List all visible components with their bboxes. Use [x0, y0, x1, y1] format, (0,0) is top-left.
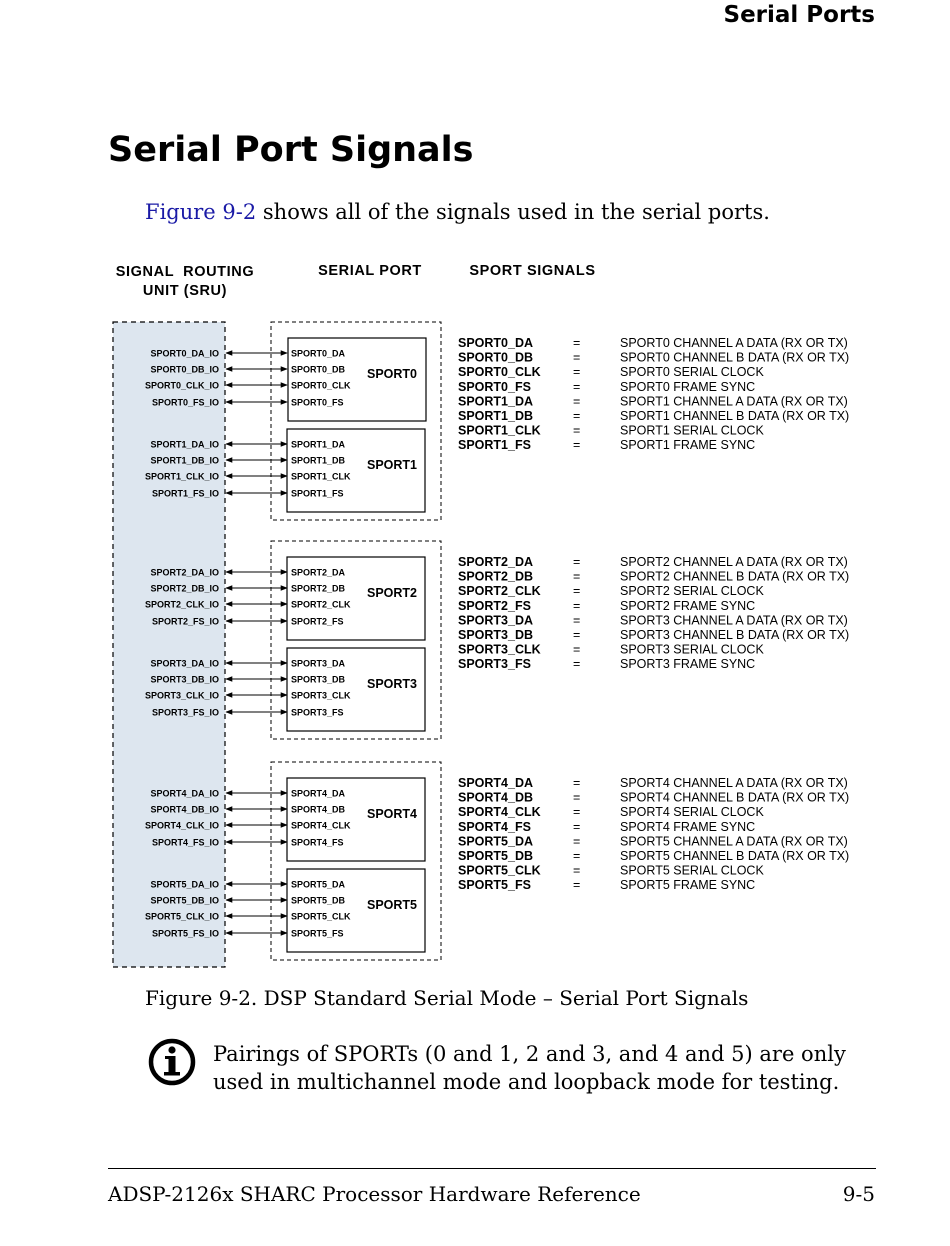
- signal-name: SPORT5_DB: [458, 849, 534, 863]
- signal-name: SPORT3_CLK: [458, 642, 541, 657]
- signal-equals: =: [573, 584, 581, 599]
- signal-description: SPORT3 FRAME SYNC: [620, 657, 756, 672]
- sport-pin-label: SPORT2_DB: [291, 583, 346, 594]
- sru-io-label: SPORT0_FS_IO: [151, 397, 219, 408]
- signal-description: SPORT1 FRAME SYNC: [620, 438, 756, 453]
- sru-io-label: SPORT4_FS_IO: [151, 837, 219, 848]
- sport-signals-column-header: SPORT SIGNALS: [469, 263, 596, 279]
- sport-pin-label: SPORT1_CLK: [291, 471, 351, 482]
- signal-name: SPORT4_DB: [458, 790, 534, 805]
- signal-equals: =: [573, 379, 581, 394]
- sport-pin-label: SPORT4_FS: [291, 837, 344, 848]
- sru-io-label: SPORT5_DA_IO: [150, 879, 219, 890]
- signal-name: SPORT0_CLK: [458, 365, 541, 380]
- sru-io-label: SPORT3_DA_IO: [150, 658, 219, 669]
- signal-name: SPORT4_FS: [458, 819, 531, 834]
- signal-equals: =: [573, 642, 581, 657]
- signal-description: SPORT5 CHANNEL B DATA (RX OR TX): [620, 849, 850, 863]
- sport-block-label: SPORT4: [366, 807, 418, 821]
- info-icon: [148, 1036, 198, 1086]
- signal-description: SPORT5 FRAME SYNC: [620, 878, 756, 893]
- figure-caption: Figure 9-2. DSP Standard Serial Mode – Serial Port Signals: [145, 986, 749, 1010]
- signal-description: SPORT2 SERIAL CLOCK: [620, 584, 764, 599]
- footer-book-title: ADSP-2126x SHARC Processor Hardware Reference: [108, 1182, 641, 1206]
- sport-pin-label: SPORT0_CLK: [291, 380, 351, 391]
- sru-io-label: SPORT3_CLK_IO: [144, 690, 219, 701]
- signal-name: SPORT3_DA: [458, 613, 534, 628]
- footer-rule: [108, 1168, 876, 1169]
- signal-name: SPORT3_FS: [458, 657, 531, 672]
- sport-block-label: SPORT2: [366, 586, 418, 600]
- signal-equals: =: [573, 878, 581, 893]
- sru-header-line2: UNIT (SRU): [142, 283, 228, 299]
- sru-io-label: SPORT2_DB_IO: [150, 583, 219, 594]
- sru-io-label: SPORT3_DB_IO: [150, 674, 219, 685]
- sport-pin-label: SPORT4_DA: [291, 788, 346, 799]
- note-text: Pairings of SPORTs (0 and 1, 2 and 3, and 4 and 5) are only used in multichannel mode and loopback mode for testing.: [213, 1042, 846, 1094]
- sru-io-label: SPORT4_DB_IO: [150, 804, 219, 815]
- sru-io-label: SPORT3_FS_IO: [151, 707, 219, 718]
- signal-description: SPORT5 CHANNEL A DATA (RX OR TX): [620, 834, 848, 849]
- signal-description: SPORT3 SERIAL CLOCK: [620, 642, 764, 657]
- signal-description: SPORT3 CHANNEL B DATA (RX OR TX): [620, 628, 850, 642]
- sport-pin-label: SPORT4_CLK: [291, 820, 351, 831]
- signal-name: SPORT2_DB: [458, 569, 534, 584]
- signal-equals: =: [573, 569, 581, 584]
- signal-equals: =: [573, 776, 581, 790]
- sport-pin-label: SPORT1_DB: [291, 455, 346, 466]
- sru-io-label: SPORT1_DA_IO: [150, 439, 219, 450]
- signal-name: SPORT5_FS: [458, 878, 531, 893]
- section-title: Serial Port Signals: [108, 130, 474, 170]
- sport-block-label: SPORT3: [366, 677, 418, 691]
- sport-pin-label: SPORT0_DA: [291, 348, 346, 359]
- signal-description: SPORT5 SERIAL CLOCK: [620, 863, 764, 878]
- sport-block-label: SPORT0: [366, 367, 418, 381]
- signal-equals: =: [573, 365, 581, 380]
- sport-pin-label: SPORT5_FS: [291, 928, 344, 939]
- sport-pin-label: SPORT2_DA: [291, 567, 346, 578]
- sru-io-label: SPORT2_FS_IO: [151, 616, 219, 627]
- sru-io-label: SPORT2_DA_IO: [150, 567, 219, 578]
- signal-name: SPORT5_CLK: [458, 863, 541, 878]
- sport-pin-label: SPORT5_CLK: [291, 911, 351, 922]
- signal-name: SPORT4_CLK: [458, 805, 541, 820]
- signal-equals: =: [573, 336, 581, 350]
- signal-equals: =: [573, 613, 581, 628]
- sru-io-label: SPORT0_DA_IO: [150, 348, 219, 359]
- serial-port-column-header: SERIAL PORT: [318, 263, 422, 279]
- sport-pin-label: SPORT5_DB: [291, 895, 346, 906]
- sport-block-label: SPORT5: [366, 898, 418, 912]
- signal-description: SPORT3 CHANNEL A DATA (RX OR TX): [620, 613, 848, 628]
- sru-io-label: SPORT0_DB_IO: [150, 364, 219, 375]
- signal-equals: =: [573, 438, 581, 453]
- sru-io-label: SPORT4_CLK_IO: [144, 820, 219, 831]
- signal-name: SPORT2_CLK: [458, 584, 541, 599]
- running-head: Serial Ports: [723, 2, 875, 28]
- signal-equals: =: [573, 657, 581, 672]
- sru-block: [113, 322, 225, 967]
- sport-pin-label: SPORT2_FS: [291, 616, 344, 627]
- signal-description: SPORT4 CHANNEL A DATA (RX OR TX): [620, 776, 848, 790]
- sport-pin-label: SPORT0_FS: [291, 397, 344, 408]
- figure-link[interactable]: Figure 9-2: [145, 200, 257, 224]
- signal-name: SPORT1_DB: [458, 409, 534, 423]
- sru-io-label: SPORT0_CLK_IO: [144, 380, 219, 391]
- signal-description: SPORT1 CHANNEL A DATA (RX OR TX): [620, 394, 848, 409]
- signal-equals: =: [573, 834, 581, 849]
- sport-pin-label: SPORT1_FS: [291, 488, 344, 499]
- signal-description: SPORT0 CHANNEL A DATA (RX OR TX): [620, 336, 848, 350]
- signal-equals: =: [573, 423, 581, 438]
- sport-pin-label: SPORT2_CLK: [291, 599, 351, 610]
- sru-io-label: SPORT4_DA_IO: [150, 788, 219, 799]
- signal-description: SPORT1 CHANNEL B DATA (RX OR TX): [620, 409, 850, 423]
- signal-equals: =: [573, 805, 581, 820]
- sru-io-label: SPORT1_FS_IO: [151, 488, 219, 499]
- signal-description: SPORT4 FRAME SYNC: [620, 819, 756, 834]
- footer-page-number: 9-5: [842, 1182, 875, 1206]
- sport-pin-label: SPORT3_FS: [291, 707, 344, 718]
- signal-description: SPORT2 CHANNEL A DATA (RX OR TX): [620, 555, 848, 569]
- sport-pin-label: SPORT3_DA: [291, 658, 346, 669]
- sru-io-label: SPORT1_DB_IO: [150, 455, 219, 466]
- sport-block-label: SPORT1: [366, 458, 418, 472]
- signal-description: SPORT1 SERIAL CLOCK: [620, 423, 764, 438]
- signal-equals: =: [573, 849, 581, 863]
- sport-pin-label: SPORT3_CLK: [291, 690, 351, 701]
- signal-equals: =: [573, 819, 581, 834]
- signal-name: SPORT2_DA: [458, 555, 534, 569]
- sport-pin-label: SPORT4_DB: [291, 804, 346, 815]
- sru-io-label: SPORT5_FS_IO: [151, 928, 219, 939]
- signal-name: SPORT5_DA: [458, 834, 534, 849]
- sport-pin-label: SPORT0_DB: [291, 364, 346, 375]
- sru-io-label: SPORT5_DB_IO: [150, 895, 219, 906]
- signal-equals: =: [573, 409, 581, 423]
- signal-description: SPORT0 CHANNEL B DATA (RX OR TX): [620, 350, 850, 365]
- signal-name: SPORT0_FS: [458, 379, 531, 394]
- signal-equals: =: [573, 628, 581, 642]
- signal-description: SPORT0 SERIAL CLOCK: [620, 365, 764, 380]
- signal-name: SPORT1_FS: [458, 438, 531, 453]
- signal-name: SPORT2_FS: [458, 598, 531, 613]
- signal-description: SPORT2 FRAME SYNC: [620, 598, 756, 613]
- signal-description: SPORT4 SERIAL CLOCK: [620, 805, 764, 820]
- signal-equals: =: [573, 863, 581, 878]
- intro-text: shows all of the signals used in the serial ports.: [256, 200, 770, 224]
- signal-equals: =: [573, 394, 581, 409]
- signal-name: SPORT4_DA: [458, 776, 534, 790]
- signal-description: SPORT4 CHANNEL B DATA (RX OR TX): [620, 790, 850, 805]
- sru-io-label: SPORT1_CLK_IO: [144, 471, 219, 482]
- sport-pin-label: SPORT5_DA: [291, 879, 346, 890]
- signal-equals: =: [573, 790, 581, 805]
- sru-io-label: SPORT5_CLK_IO: [144, 911, 219, 922]
- signal-description: SPORT0 FRAME SYNC: [620, 379, 756, 394]
- sport-pin-label: SPORT3_DB: [291, 674, 346, 685]
- sport-pin-label: SPORT1_DA: [291, 439, 346, 450]
- signal-name: SPORT3_DB: [458, 628, 534, 642]
- signal-description: SPORT2 CHANNEL B DATA (RX OR TX): [620, 569, 850, 584]
- signal-equals: =: [573, 555, 581, 569]
- signal-equals: =: [573, 598, 581, 613]
- signal-name: SPORT1_DA: [458, 394, 534, 409]
- sru-header-line1: SIGNAL ROUTING: [115, 264, 255, 280]
- sru-io-label: SPORT2_CLK_IO: [144, 599, 219, 610]
- signal-equals: =: [573, 350, 581, 365]
- signal-name: SPORT1_CLK: [458, 423, 541, 438]
- signal-name: SPORT0_DA: [458, 336, 534, 350]
- signal-name: SPORT0_DB: [458, 350, 534, 365]
